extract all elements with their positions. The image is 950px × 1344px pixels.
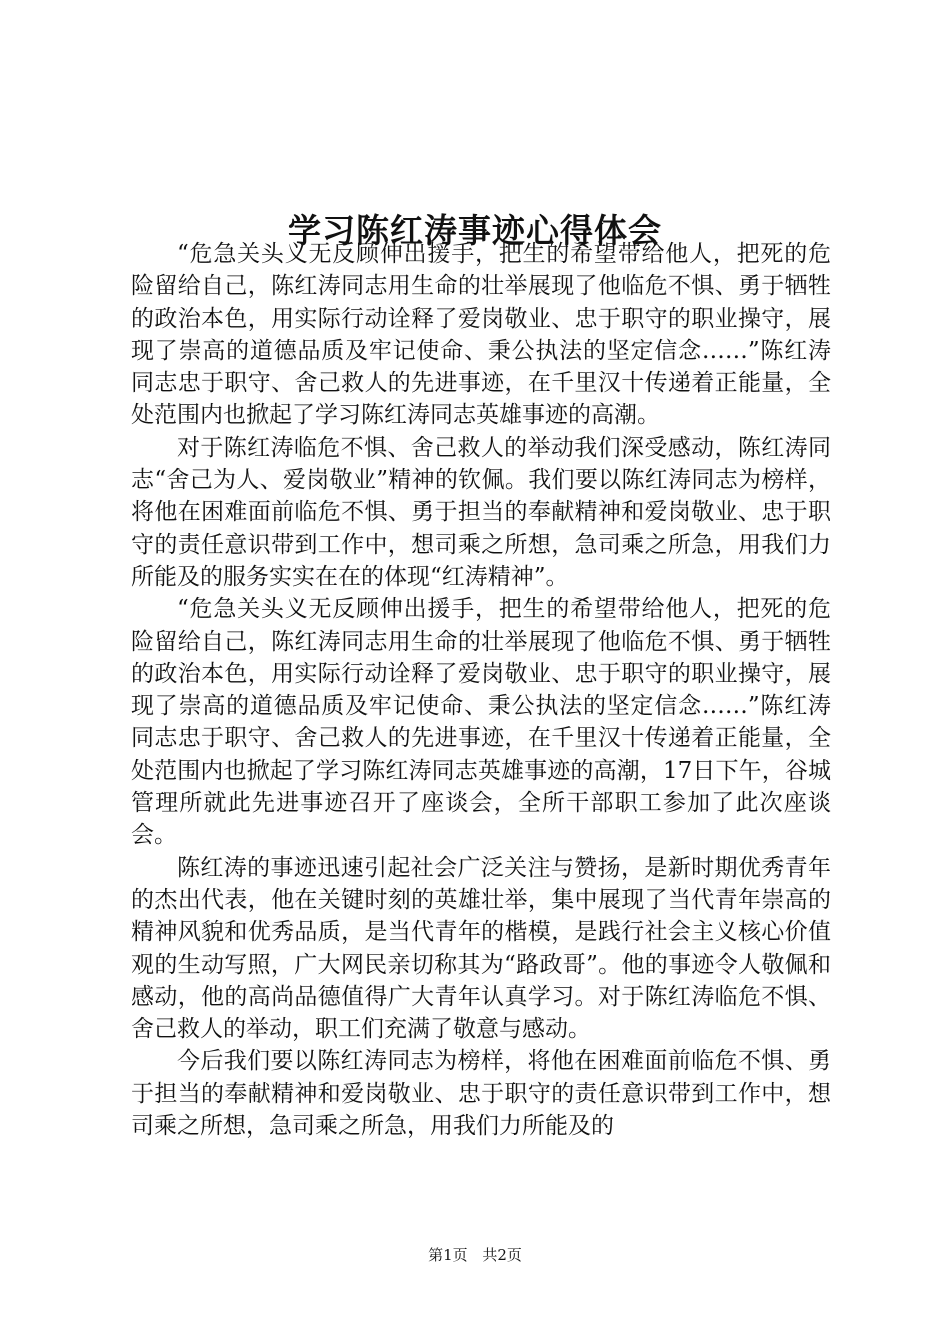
paragraph-3: “危急关头义无反顾伸出援手，把生的希望带给他人，把死的危险留给自己，陈红涛同志用生命的壮举展现了他临危不惧、勇于牺牲的政治本色，用实际行动诠释了爱岗敬业、忠于职守的职业操守，展现了崇高的道德品质及牢记使命、秉公执法的坚定信念……”陈红涛同志忠于职守、舍己救人的先进事迹，在千里汉十传递着正能量，全处范围内也掀起了学习陈红涛同志英雄事迹的高潮，17日下午，谷城管理所就此先进事迹召开了座谈会，全所干部职工参加了此次座谈会。 (131, 596, 831, 849)
document-body (131, 238, 831, 1142)
paragraph-5: 今后我们要以陈红涛同志为榜样，将他在困难面前临危不惧、勇于担当的奉献精神和爱岗敬业、忠于职守的责任意识带到工作中，想司乘之所想，急司乘之所急，用我们力所能及的 (131, 1048, 831, 1140)
document-title: 学习陈红涛事迹心得体会 (288, 211, 662, 251)
page-total: 共2页 (482, 1246, 522, 1264)
page-footer (0, 1245, 950, 1265)
paragraph-1: “危急关头义无反顾伸出援手，把生的希望带给他人，把死的危险留给自己，陈红涛同志用生命的壮举展现了他临危不惧、勇于牺牲的政治本色，用实际行动诠释了爱岗敬业、忠于职守的职业操守，展现了崇高的道德品质及牢记使命、秉公执法的坚定信念……”陈红涛同志忠于职守、舍己救人的先进事迹，在千里汉十传递着正能量，全处范围内也掀起了学习陈红涛同志英雄事迹的高潮。 (131, 241, 831, 429)
paragraph-2: 对于陈红涛临危不惧、舍己救人的举动我们深受感动，陈红涛同志“舍己为人、爱岗敬业”精神的钦佩。我们要以陈红涛同志为榜样，将他在困难面前临危不惧、勇于担当的奉献精神和爱岗敬业、忠于职守的责任意识带到工作中，想司乘之所想，急司乘之所急，用我们力所能及的服务实实在在的体现“红涛精神”。 (131, 434, 831, 590)
paragraph-4: 陈红涛的事迹迅速引起社会广泛关注与赞扬，是新时期优秀青年的杰出代表，他在关键时刻的英雄壮举，集中展现了当代青年崇高的精神风貌和优秀品质，是当代青年的楷模，是践行社会主义核心价值观的生动写照，广大网民亲切称其为“路政哥”。他的事迹令人敬佩和感动，他的高尚品德值得广大青年认真学习。对于陈红涛临危不惧、舍己救人的举动，职工们充满了敬意与感动。 (131, 854, 831, 1043)
page-number: 第1页 (428, 1246, 468, 1264)
